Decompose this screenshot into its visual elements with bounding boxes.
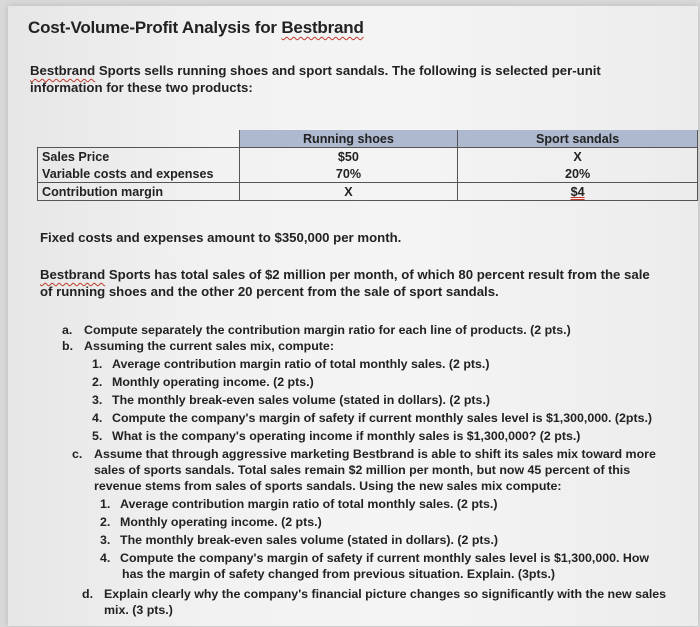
item-text: Monthly operating income. (2 pts.) (112, 375, 314, 389)
question-text: Assume that through aggressive marketing Bestbrand is able to shift its sales mix toward more (94, 447, 656, 461)
question-text: Compute separately the contribution margin ratio for each line of products. (2 pts.) (84, 323, 571, 337)
fixed-costs-text: Fixed costs and expenses amount to $350,000 per month. (40, 230, 402, 245)
product-info-table (37, 130, 698, 201)
item-number: 1. (100, 497, 111, 511)
list-item (92, 410, 652, 426)
item-number: 1. (92, 357, 103, 371)
item-number: 3. (100, 533, 111, 547)
item-text: The monthly break-even sales volume (stated in dollars). (2 pts.) (112, 393, 491, 407)
header-sport-sandals: Sport sandals (458, 130, 698, 148)
sales-paragraph (40, 266, 660, 300)
item-number: 5. (92, 429, 103, 443)
question-d (82, 586, 666, 602)
item-text: Compute the company's margin of safety if current monthly sales level is $1,300,000. (2pts.) (112, 411, 653, 425)
question-c-line3: revenue stems from sales of sports sandals. Using the new sales mix compute: (94, 479, 562, 493)
item-number: 4. (92, 411, 103, 425)
header-running-shoes: Running shoes (239, 130, 458, 148)
question-marker: d. (82, 587, 94, 601)
list-item (92, 392, 490, 408)
item-text: Average contribution margin ratio of total monthly sales. (2 pts.) (120, 497, 498, 511)
sales-brand: Bestbrand (40, 267, 106, 282)
table-corner (38, 130, 240, 148)
row-label: Sales Price (38, 148, 240, 166)
list-item-continuation: has the margin of safety changed from previous situation. Explain. (3pts.) (122, 567, 556, 581)
sales-text: Sports has total sales of $2 million per month, of which 80 percent result from the sale of running shoes and the other 20 percent from the sale of sport sandals. (40, 267, 650, 299)
cell-running: X (239, 183, 458, 201)
title-prefix: Cost-Volume-Profit Analysis for (28, 18, 282, 37)
item-text: The monthly break-even sales volume (stated in dollars). (2 pts.) (120, 533, 499, 547)
cell-running: 70% (239, 165, 458, 183)
row-label: Variable costs and expenses (38, 165, 240, 183)
question-a (62, 322, 571, 338)
item-number: 4. (100, 551, 111, 565)
item-number: 2. (100, 515, 111, 529)
list-item (92, 374, 314, 390)
document-page (8, 6, 698, 626)
cell-running: $50 (239, 148, 458, 166)
cell-sandals-value: $4 (570, 184, 585, 199)
title-brand: Bestbrand (281, 18, 364, 37)
item-text: Compute the company's margin of safety if current monthly sales level is $1,300,000. How (120, 551, 650, 565)
item-number: 2. (92, 375, 103, 389)
question-marker: c. (72, 447, 83, 461)
cell-sandals: 20% (458, 165, 698, 183)
cell-sandals: X (458, 148, 698, 166)
question-d-line2: mix. (3 pts.) (104, 603, 173, 617)
list-item (92, 356, 490, 372)
item-text: Monthly operating income. (2 pts.) (120, 515, 322, 529)
item-number: 3. (92, 393, 103, 407)
intro-brand: Bestbrand (30, 63, 96, 78)
intro-paragraph (30, 62, 670, 96)
list-item (100, 514, 322, 530)
list-item (100, 550, 649, 566)
question-c (72, 446, 656, 462)
row-label: Contribution margin (38, 183, 240, 201)
list-item (100, 532, 498, 548)
list-item (92, 428, 580, 444)
question-text: Assuming the current sales mix, compute: (84, 339, 334, 353)
cell-sandals (458, 183, 698, 201)
question-marker: a. (62, 323, 73, 337)
question-b (62, 338, 334, 354)
question-c-line2: sales of sports sandals. Total sales remain $2 million per month, but now 45 percent of this (94, 463, 631, 477)
question-marker: b. (62, 339, 74, 353)
list-item (100, 496, 498, 512)
item-text: Average contribution margin ratio of total monthly sales. (2 pts.) (112, 357, 490, 371)
item-text: What is the company's operating income if monthly sales is $1,300,000? (2 pts.) (112, 429, 581, 443)
question-text: Explain clearly why the company's financial picture changes so significantly with the new sales (104, 587, 667, 601)
page-title (28, 18, 364, 38)
intro-text: Sports sells running shoes and sport sandals. The following is selected per-unit information for these two products: (30, 63, 601, 95)
